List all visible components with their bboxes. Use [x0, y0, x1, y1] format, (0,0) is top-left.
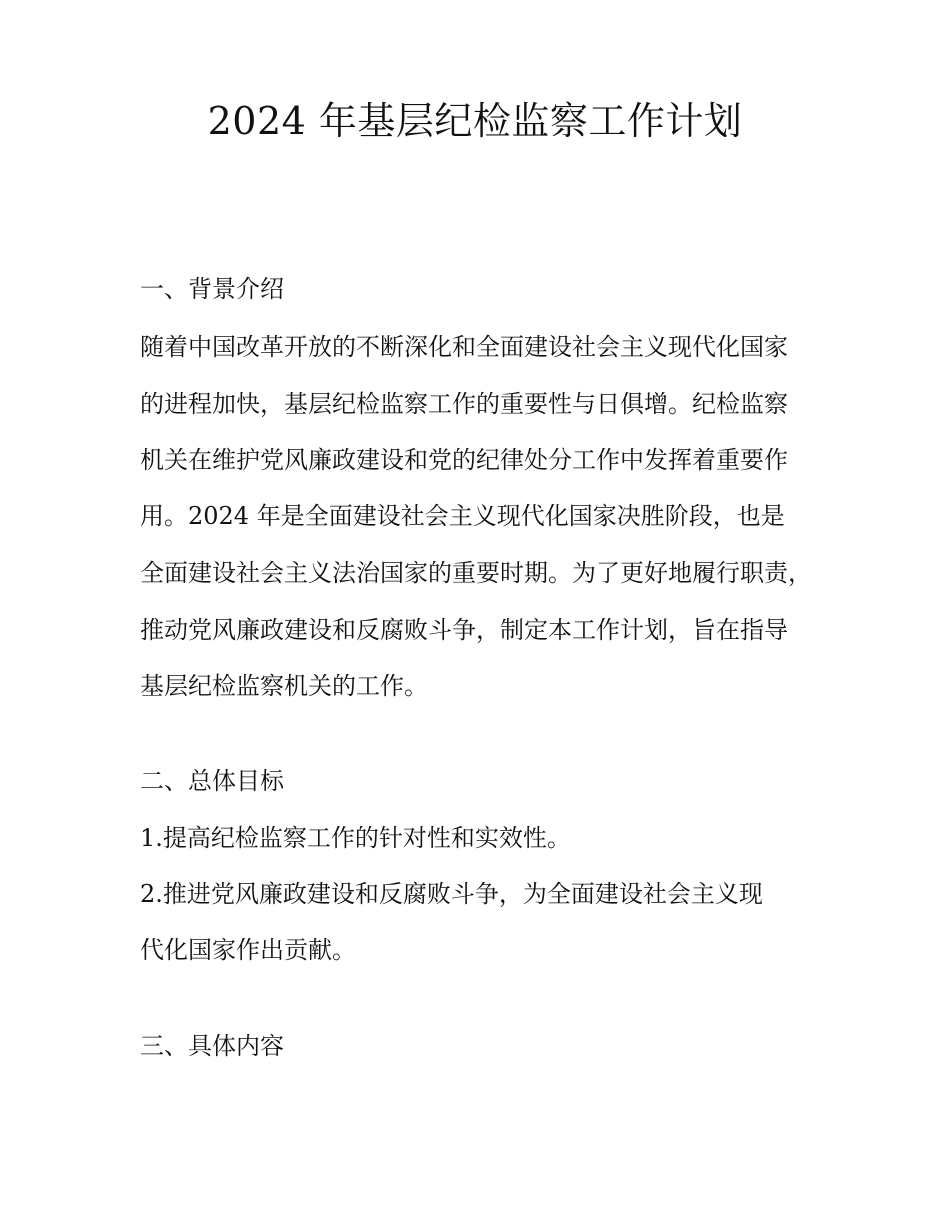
paragraph-line: 随着中国改革开放的不断深化和全面建设社会主义现代化国家	[140, 333, 788, 361]
section-heading-content: 三、具体内容	[140, 1032, 284, 1060]
list-item: 1.提高纪检监察工作的针对性和实效性。	[140, 824, 571, 852]
paragraph-line: 基层纪检监察机关的工作。	[140, 672, 428, 700]
paragraph-line: 用。2024 年是全面建设社会主义现代化国家决胜阶段，也是	[140, 502, 785, 530]
section-heading-goals: 二、总体目标	[140, 767, 284, 795]
document-title: 2024 年基层纪检监察工作计划	[207, 99, 743, 143]
paragraph-line: 推动党风廉政建设和反腐败斗争，制定本工作计划，旨在指导	[140, 616, 788, 644]
paragraph-line: 的进程加快，基层纪检监察工作的重要性与日俱增。纪检监察	[140, 390, 788, 418]
section-heading-background: 一、背景介绍	[140, 275, 284, 303]
list-item-continuation: 代化国家作出贡献。	[140, 936, 356, 964]
list-item: 2.推进党风廉政建设和反腐败斗争，为全面建设社会主义现	[140, 880, 763, 908]
paragraph-line: 全面建设社会主义法治国家的重要时期。为了更好地履行职责，	[140, 559, 812, 587]
paragraph-line: 机关在维护党风廉政建设和党的纪律处分工作中发挥着重要作	[140, 446, 788, 474]
